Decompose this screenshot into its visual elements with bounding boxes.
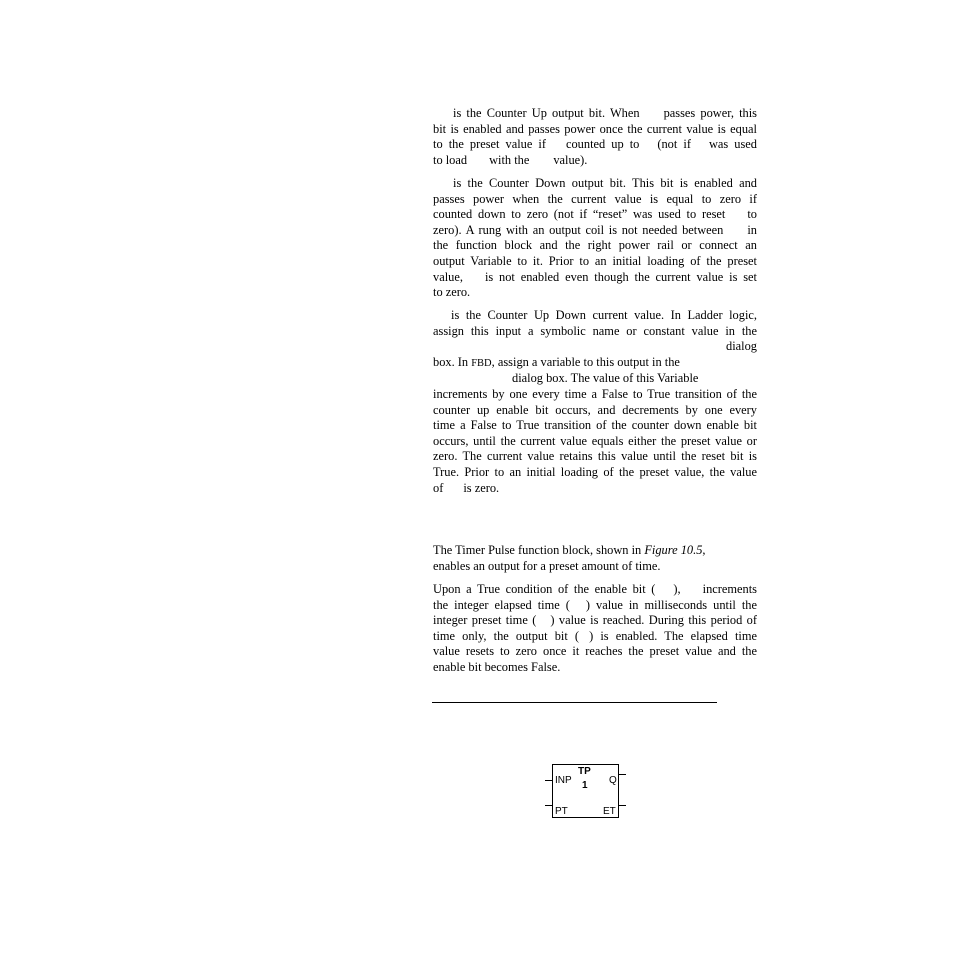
function-block-name: TP [578, 766, 591, 777]
text: time a False to True transition of the counter down enable bit [433, 418, 757, 433]
text: (not if [657, 137, 691, 152]
output-pin-et [619, 805, 626, 806]
function-block-instance: 1 [582, 780, 588, 791]
text: to the preset value if [433, 137, 546, 152]
text: is the Counter Up Down current value. In Ladder logic, [451, 308, 757, 322]
text: with the [489, 152, 530, 167]
text: is zero. [463, 480, 500, 495]
tp-function-block [545, 760, 630, 824]
paragraph-cd-output [433, 176, 757, 301]
text: zero. The current value retains this value until the reset bit is [433, 449, 757, 464]
input-label-inp: INP [555, 775, 572, 786]
text: is not enabled even though the current value is set [484, 269, 757, 284]
input-label-pt: PT [555, 806, 568, 817]
text: value). [553, 152, 588, 167]
text: increments by one every time a False to True transition of the [433, 386, 757, 401]
paragraph-tp-intro [433, 543, 757, 574]
text: the integer elapsed time ( [433, 597, 570, 612]
text: dialog box. The value of this Variable [512, 371, 699, 386]
text: zero). A rung with an output coil is not needed between [433, 222, 724, 237]
text: value, [433, 269, 463, 284]
text: passes power, this [663, 106, 757, 120]
text: to [747, 207, 757, 222]
paragraph-cu-output [433, 106, 757, 168]
text: FBD [471, 357, 492, 369]
text: integer preset time ( [433, 613, 537, 628]
output-label-q: Q [609, 775, 617, 786]
text: , assign a variable to this output in the [491, 354, 680, 369]
text: enables an output for a preset amount of time. [433, 558, 661, 573]
text: increments [702, 582, 757, 596]
text: dialog [726, 339, 757, 354]
text: time only, the output bit ( [433, 628, 580, 643]
paragraph-tp-description [433, 582, 757, 676]
text: output Variable to it. Prior to an initial loading of the preset [433, 253, 757, 268]
text: The Timer Pulse function block, shown in [433, 543, 642, 557]
text: to zero. [433, 285, 471, 300]
text: ) value is reached. During this period of [550, 613, 758, 628]
input-pin-pt [545, 805, 552, 806]
paragraph-cv-output [433, 308, 757, 496]
text: was used [708, 137, 757, 152]
text: counter up enable bit occurs, and decrements by one every [433, 402, 757, 417]
text: of [433, 480, 444, 495]
text: Upon a True condition of the enable bit ( [433, 582, 656, 596]
text: ) is enabled. The elapsed time [589, 628, 757, 643]
text: is the Counter Down output bit. This bit is enabled and [453, 176, 757, 190]
input-pin-inp [545, 780, 552, 781]
figure-divider [432, 702, 717, 703]
figure-reference: Figure 10.5 [644, 543, 703, 557]
text: in [747, 222, 757, 237]
output-label-et: ET [603, 806, 616, 817]
text: , [702, 543, 706, 557]
text: bit is enabled and passes power once the current value is equal [433, 121, 757, 136]
text: ) value in milliseconds until the [585, 597, 758, 612]
text: box. In [433, 354, 469, 369]
output-pin-q [619, 774, 626, 775]
text: True. Prior to an initial loading of the preset value, the value [433, 464, 757, 479]
text: ), [673, 582, 681, 596]
text: assign this input a symbolic name or constant value in the [433, 323, 757, 338]
text: counted down to zero (not if “reset” was used to reset [433, 207, 726, 222]
text: value resets to zero once it reaches the preset value and the [433, 644, 757, 659]
text: occurs, until the current value equals either the preset value or [433, 433, 757, 448]
text: is the Counter Up output bit. When [453, 106, 640, 120]
text: enable bit becomes False. [433, 659, 561, 674]
text: passes power when the current value is equal to zero if [433, 191, 757, 206]
text: counted up to [565, 137, 640, 152]
text: to load [433, 152, 468, 167]
text: the function block and the right power rail or connect an [433, 238, 757, 253]
